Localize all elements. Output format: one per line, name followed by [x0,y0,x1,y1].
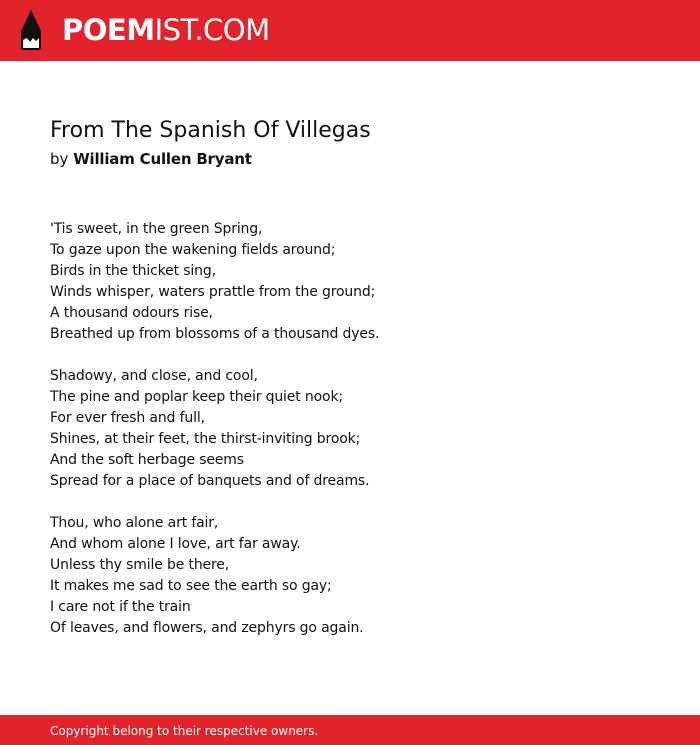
pencil-icon [17,9,45,51]
stanza-1 [50,219,650,345]
poem-line: To gaze upon the wakening fields around; [50,242,336,258]
poem-line: It makes me sad to see the earth so gay; [50,578,332,594]
poem-line: Birds in the thicket sing, [50,263,216,279]
site-logo [62,12,270,48]
author-name: William Cullen Bryant [73,150,252,168]
poem-line: The pine and poplar keep their quiet nook; [50,389,343,405]
poem-body [50,219,650,660]
poem-title: From The Spanish Of Villegas [50,118,371,143]
poem-line: Breathed up from blossoms of a thousand dyes. [50,326,380,342]
poem-line: Unless thy smile be there, [50,557,230,573]
header-bar [0,0,700,61]
poem-line: For ever fresh and full, [50,410,205,426]
stanza-2 [50,366,650,492]
stanza-3 [50,513,650,639]
poem-line: Winds whisper, waters prattle from the ground; [50,284,376,300]
poem-line: Of leaves, and flowers, and zephyrs go again. [50,620,364,636]
logo-bold-text: POEM [62,13,155,47]
footer-bar [0,715,700,745]
poem-line: I care not if the train [50,599,191,615]
poem-line: 'Tis sweet, in the green Spring, [50,221,263,237]
by-label: by [50,150,69,168]
poem-line: Thou, who alone art fair, [50,515,219,531]
copyright-text: Copyright belong to their respective owners. [50,724,319,738]
poem-line: Shines, at their feet, the thirst-inviting brook; [50,431,361,447]
byline [50,149,252,169]
poem-line: And whom alone I love, art far away. [50,536,301,552]
poem-line: Spread for a place of banquets and of dreams. [50,473,370,489]
logo-light-text: IST.COM [154,13,270,47]
poem-line: Shadowy, and close, and cool, [50,368,258,384]
poem-line: A thousand odours rise, [50,305,213,321]
poem-line: And the soft herbage seems [50,452,244,468]
